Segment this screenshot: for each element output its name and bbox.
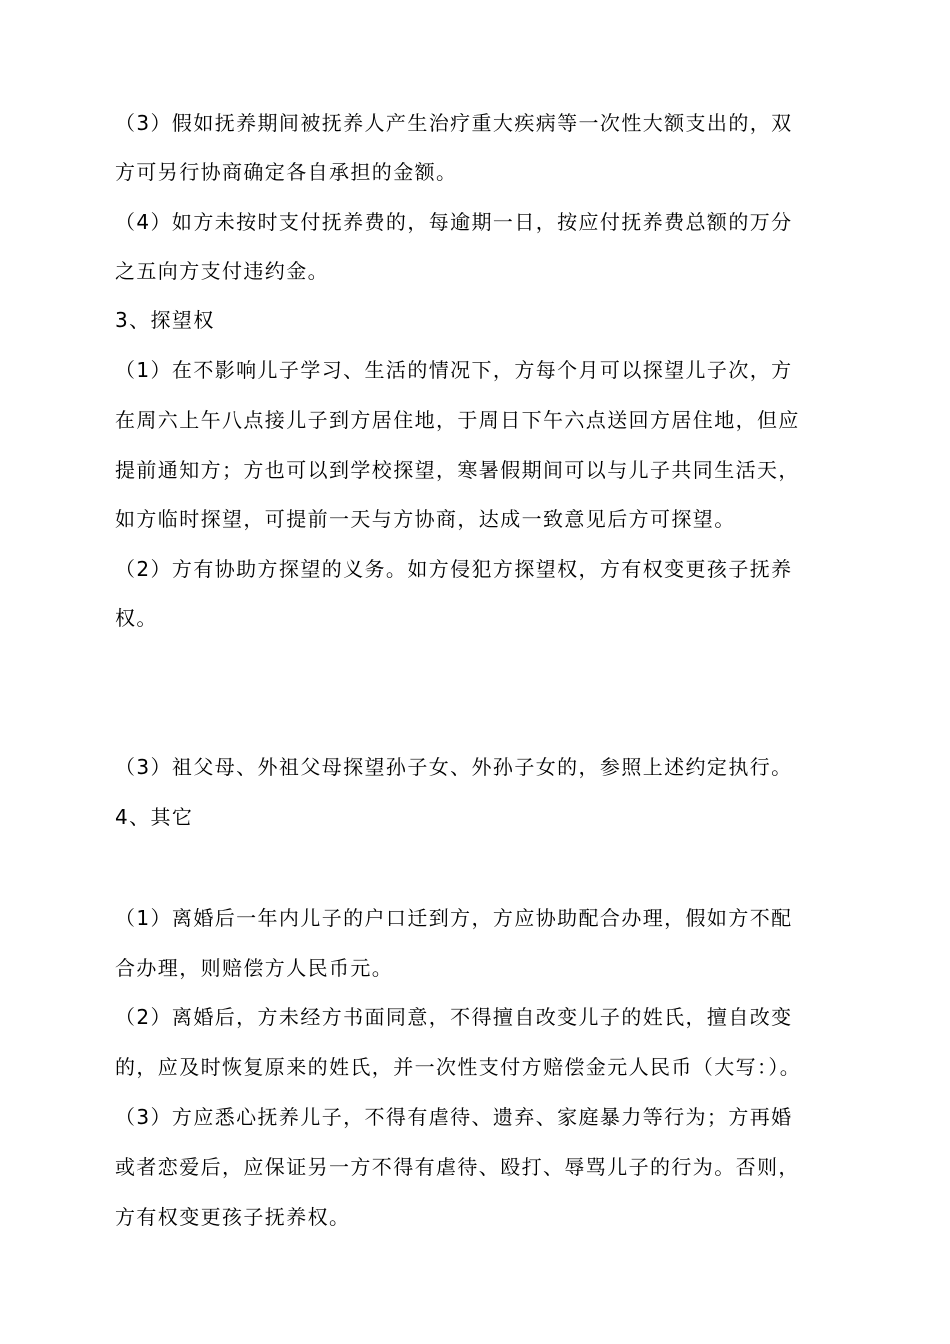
- text-line: 合办理，则赔偿方人民币元。: [115, 956, 394, 980]
- text-line: （2）离婚后，方未经方书面同意，不得擅自改变儿子的姓氏，擅自改变: [115, 1005, 793, 1029]
- text-line: （3）方应悉心抚养儿子，不得有虐待、遗弃、家庭暴力等行为；方再婚: [115, 1105, 793, 1129]
- text-line: 在周六上午八点接儿子到方居住地，于周日下午六点送回方居住地，但应: [115, 408, 800, 432]
- text-line: 提前通知方；方也可以到学校探望，寒暑假期间可以与儿子共同生活天，: [115, 458, 800, 482]
- text-line: 方有权变更孩子抚养权。: [115, 1205, 351, 1229]
- text-line: （1）在不影响儿子学习、生活的情况下，方每个月可以探望儿子次，方: [115, 358, 793, 382]
- text-line: （1）离婚后一年内儿子的户口迁到方，方应协助配合办理，假如方不配: [115, 906, 793, 930]
- text-line: （2）方有协助方探望的义务。如方侵犯方探望权，方有权变更孩子抚养: [115, 557, 793, 581]
- section-heading: 4、其它: [115, 805, 194, 829]
- text-line: （3）祖父母、外祖父母探望孙子女、外孙子女的，参照上述约定执行。: [115, 755, 793, 779]
- text-line: （4）如方未按时支付抚养费的，每逾期一日，按应付抚养费总额的万分: [115, 210, 793, 234]
- text-line: 或者恋爱后，应保证另一方不得有虐待、殴打、辱骂儿子的行为。否则，: [115, 1155, 800, 1179]
- text-line: 的，应及时恢复原来的姓氏，并一次性支付方赔偿金元人民币（大写：）。: [115, 1055, 802, 1079]
- text-line: 如方临时探望，可提前一天与方协商，达成一致意见后方可探望。: [115, 507, 736, 531]
- section-heading: 3、探望权: [115, 308, 215, 332]
- text-line: 权。: [115, 606, 158, 630]
- text-line: 之五向方支付违约金。: [115, 259, 329, 283]
- text-line: 方可另行协商确定各自承担的金额。: [115, 160, 458, 184]
- text-line: （3）假如抚养期间被抚养人产生治疗重大疾病等一次性大额支出的，双: [115, 111, 793, 135]
